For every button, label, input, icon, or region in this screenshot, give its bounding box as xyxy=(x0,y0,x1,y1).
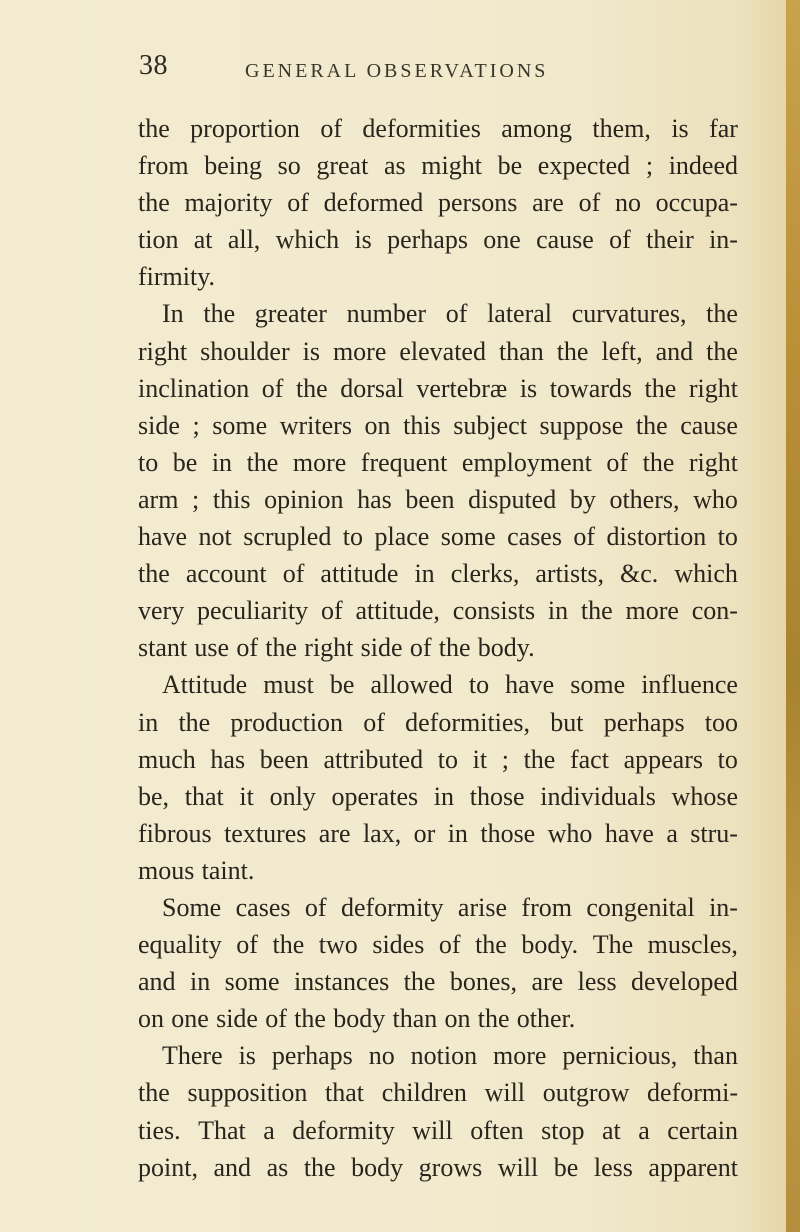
word: than xyxy=(392,1004,438,1034)
word: which xyxy=(674,559,738,589)
word: a xyxy=(638,1115,650,1145)
text-line xyxy=(138,1000,738,1037)
word: is xyxy=(671,114,689,143)
word: suppose xyxy=(539,410,624,440)
word: more xyxy=(493,1041,547,1071)
word: will xyxy=(412,1115,453,1145)
word: of xyxy=(320,114,343,143)
word: being xyxy=(204,151,262,181)
word: deformities, xyxy=(405,707,531,737)
word: the xyxy=(644,373,677,403)
word: of xyxy=(320,596,343,626)
word: clerks, xyxy=(450,559,520,589)
text-line xyxy=(138,852,738,889)
word: ; xyxy=(192,410,200,440)
word: are xyxy=(318,818,351,848)
word: be xyxy=(172,447,198,477)
word: the xyxy=(706,299,738,329)
word: con- xyxy=(691,596,738,626)
word: so xyxy=(277,151,301,181)
word: and xyxy=(655,336,694,366)
word: the xyxy=(272,930,305,960)
word: on xyxy=(444,1004,471,1034)
word: of xyxy=(409,633,432,663)
word: of xyxy=(265,1004,287,1034)
word: frequent xyxy=(360,447,448,477)
word: the xyxy=(438,633,471,663)
word: of xyxy=(236,633,258,663)
word: them, xyxy=(592,114,651,143)
word: indeed xyxy=(668,151,738,181)
word: in xyxy=(433,781,455,811)
word: arm xyxy=(138,484,179,514)
word: to xyxy=(717,744,738,774)
word: this xyxy=(212,484,251,514)
word: by xyxy=(569,484,596,514)
word: have xyxy=(505,670,555,700)
word: pernicious, xyxy=(562,1041,678,1071)
word: far xyxy=(709,114,738,143)
word: That xyxy=(198,1115,246,1145)
word: stop xyxy=(541,1115,585,1145)
word: been xyxy=(405,484,455,514)
word: has xyxy=(210,744,246,774)
page-number: 38 xyxy=(139,50,168,81)
word: the xyxy=(265,633,298,663)
word: the xyxy=(246,447,279,477)
word: must xyxy=(263,670,314,700)
word: firmity. xyxy=(138,262,216,292)
word: In xyxy=(162,299,184,329)
word: one xyxy=(171,1004,209,1034)
word: to xyxy=(342,522,364,552)
word: at xyxy=(601,1115,621,1145)
word: this xyxy=(403,410,441,440)
word: of xyxy=(287,188,309,218)
text-line xyxy=(138,481,738,518)
text-line xyxy=(138,963,738,1000)
word: of xyxy=(578,188,601,218)
word: more xyxy=(332,336,387,366)
word: have xyxy=(604,818,654,848)
text-line xyxy=(138,666,738,703)
word: those xyxy=(469,781,525,811)
word: grows xyxy=(418,1152,483,1182)
word: use xyxy=(194,633,230,663)
word: great xyxy=(316,151,369,181)
word: some xyxy=(224,967,280,997)
word: in xyxy=(447,818,468,848)
text-line xyxy=(138,221,738,258)
word: cause xyxy=(680,410,738,440)
word: other. xyxy=(516,1004,576,1034)
word: individuals xyxy=(540,781,656,811)
word: deformity xyxy=(292,1115,395,1145)
word: There xyxy=(162,1041,223,1071)
running-head: GENERAL OBSERVATIONS xyxy=(245,60,549,82)
text-line xyxy=(138,815,738,852)
word: point, xyxy=(138,1152,198,1182)
word: fibrous xyxy=(138,818,212,848)
word: often xyxy=(470,1115,524,1145)
word: but xyxy=(550,707,584,737)
word: shoulder xyxy=(200,336,290,366)
word: side xyxy=(360,633,403,663)
word: from xyxy=(521,892,572,922)
word: be xyxy=(497,151,523,181)
word: notion xyxy=(410,1041,478,1071)
text-line xyxy=(138,889,738,926)
word: lax, xyxy=(362,818,402,848)
text-line xyxy=(138,778,738,815)
word: fact xyxy=(569,744,609,774)
text-line xyxy=(138,926,738,963)
word: left, xyxy=(601,336,643,366)
word: some xyxy=(440,522,496,552)
word: arise xyxy=(457,892,508,922)
word: lateral xyxy=(487,299,553,329)
word: the xyxy=(635,410,668,440)
word: cases xyxy=(235,892,291,922)
word: children xyxy=(381,1078,467,1108)
word: might xyxy=(421,151,482,181)
page-edge-gutter xyxy=(786,0,800,1232)
word: right xyxy=(304,633,354,663)
word: of xyxy=(261,373,284,403)
word: those xyxy=(480,818,536,848)
word: are xyxy=(532,188,564,218)
word: of xyxy=(304,892,327,922)
word: will xyxy=(497,1152,539,1182)
text-line xyxy=(138,1074,738,1111)
word: disputed xyxy=(468,484,557,514)
word: the xyxy=(138,114,170,143)
word: more xyxy=(292,447,347,477)
word: to xyxy=(138,447,159,477)
word: less xyxy=(593,1152,633,1182)
word: developed xyxy=(631,967,738,997)
word: it xyxy=(472,744,488,774)
word: among xyxy=(501,114,573,143)
text-line xyxy=(138,184,738,221)
word: the xyxy=(178,707,211,737)
word: ; xyxy=(501,744,509,774)
word: textures xyxy=(224,818,307,848)
word: place xyxy=(374,522,430,552)
word: too xyxy=(704,707,738,737)
word: is xyxy=(302,336,320,366)
word: the xyxy=(403,967,436,997)
word: are xyxy=(531,967,564,997)
word: attitude, xyxy=(355,596,440,626)
word: more xyxy=(625,596,679,626)
text-line xyxy=(138,629,738,666)
text-line xyxy=(138,704,738,741)
text-line xyxy=(138,1112,738,1149)
word: than xyxy=(693,1041,738,1071)
word: majority xyxy=(184,188,273,218)
word: towards xyxy=(549,373,633,403)
word: right xyxy=(688,447,738,477)
text-line xyxy=(138,333,738,370)
word: the xyxy=(138,1078,170,1108)
word: attitude xyxy=(320,559,399,589)
word: Attitude xyxy=(162,670,248,700)
word: congenital xyxy=(586,892,695,922)
word: opinion xyxy=(264,484,344,514)
text-line xyxy=(138,407,738,444)
word: the xyxy=(138,559,170,589)
word: right xyxy=(688,373,738,403)
text-line xyxy=(138,518,738,555)
word: in- xyxy=(709,225,738,255)
word: persons xyxy=(437,188,518,218)
word: subject xyxy=(453,410,527,440)
word: proportion xyxy=(190,114,300,143)
word: cause xyxy=(536,225,594,255)
word: distortion xyxy=(606,522,707,552)
word: body xyxy=(333,1004,386,1034)
word: much xyxy=(138,744,196,774)
word: writers xyxy=(279,410,352,440)
word: The xyxy=(592,930,634,960)
word: of xyxy=(282,559,305,589)
word: been xyxy=(259,744,309,774)
word: that xyxy=(184,781,224,811)
word: will xyxy=(484,1078,526,1108)
word: cases xyxy=(507,522,562,552)
text-line xyxy=(138,110,738,147)
word: ties. xyxy=(138,1115,181,1145)
word: no xyxy=(614,188,641,218)
word: some xyxy=(570,670,626,700)
word: inclination xyxy=(138,373,250,403)
word: is xyxy=(238,1041,256,1071)
word: not xyxy=(198,522,232,552)
word: it xyxy=(239,781,254,811)
word: production xyxy=(230,707,344,737)
text-line xyxy=(138,370,738,407)
word: side xyxy=(216,1004,258,1034)
word: of xyxy=(363,707,385,737)
word: to xyxy=(717,522,738,552)
word: in xyxy=(547,596,569,626)
word: &c. xyxy=(620,559,659,589)
word: to xyxy=(437,744,458,774)
word: equality xyxy=(138,930,222,960)
word: a xyxy=(263,1115,275,1145)
word: from xyxy=(138,151,189,181)
word: have xyxy=(138,522,188,552)
word: some xyxy=(212,410,268,440)
word: muscles, xyxy=(647,930,738,960)
word: the xyxy=(475,930,507,960)
text-line xyxy=(138,1037,738,1074)
word: the xyxy=(642,447,675,477)
word: to xyxy=(468,670,490,700)
word: others, xyxy=(609,484,680,514)
word: the xyxy=(706,336,738,366)
word: instances xyxy=(293,967,390,997)
word: the xyxy=(138,188,170,218)
text-line xyxy=(138,258,738,295)
word: the xyxy=(203,299,236,329)
word: as xyxy=(266,1152,289,1182)
word: as xyxy=(383,151,406,181)
word: less xyxy=(577,967,617,997)
word: allowed xyxy=(370,670,453,700)
word: which xyxy=(275,225,340,255)
word: the xyxy=(303,1152,336,1182)
word: ; xyxy=(192,484,200,514)
word: on xyxy=(138,1004,164,1034)
word: of xyxy=(606,447,629,477)
word: who xyxy=(547,818,593,848)
word: in xyxy=(138,707,159,737)
word: a xyxy=(666,818,678,848)
word: bones, xyxy=(449,967,518,997)
word: all, xyxy=(227,225,261,255)
word: mous xyxy=(138,855,195,885)
word: deformity xyxy=(340,892,444,922)
text-line xyxy=(138,147,738,184)
word: deformi- xyxy=(647,1078,738,1108)
word: deformed xyxy=(323,188,424,218)
word: perhaps xyxy=(271,1041,353,1071)
word: in xyxy=(211,447,233,477)
word: occupa- xyxy=(655,188,738,218)
word: expected xyxy=(537,151,631,181)
word: perhaps xyxy=(387,225,468,255)
word: their xyxy=(646,225,694,255)
word: account xyxy=(185,559,267,589)
word: body. xyxy=(521,930,579,960)
word: only xyxy=(269,781,316,811)
word: influence xyxy=(641,670,738,700)
word: at xyxy=(193,225,213,255)
word: scrupled xyxy=(243,522,332,552)
word: appears xyxy=(623,744,703,774)
word: perhaps xyxy=(603,707,685,737)
word: right xyxy=(138,336,188,366)
word: stru- xyxy=(690,818,738,848)
word: elevated xyxy=(399,336,486,366)
word: of xyxy=(609,225,631,255)
word: body. xyxy=(477,633,535,663)
word: very xyxy=(138,596,185,626)
word: in xyxy=(414,559,435,589)
word: who xyxy=(693,484,738,514)
word: outgrow xyxy=(542,1078,630,1108)
word: peculiarity xyxy=(197,596,309,626)
word: dorsal xyxy=(340,373,404,403)
word: the xyxy=(523,744,556,774)
word: in xyxy=(189,967,211,997)
word: of xyxy=(236,930,258,960)
word: the xyxy=(295,373,328,403)
word: and xyxy=(138,967,176,997)
word: or xyxy=(413,818,436,848)
text-line xyxy=(138,555,738,592)
word: be, xyxy=(138,781,170,811)
word: the xyxy=(580,596,613,626)
word: in- xyxy=(709,892,738,922)
word: sides xyxy=(372,930,425,960)
word: of xyxy=(445,299,468,329)
word: artists, xyxy=(535,559,604,589)
word: than xyxy=(498,336,544,366)
word: no xyxy=(368,1041,395,1071)
word: body xyxy=(351,1152,404,1182)
text-line xyxy=(138,295,738,332)
word: two xyxy=(318,930,358,960)
word: of xyxy=(438,930,461,960)
text-line xyxy=(138,741,738,778)
word: be xyxy=(553,1152,579,1182)
word: taint. xyxy=(201,855,255,885)
word: supposition xyxy=(187,1078,308,1108)
word: employment xyxy=(461,447,592,477)
word: the xyxy=(294,1004,326,1034)
word: attributed xyxy=(323,744,424,774)
word: is xyxy=(519,373,538,403)
word: certain xyxy=(667,1115,738,1145)
word: greater xyxy=(254,299,327,329)
word: ; xyxy=(645,151,654,181)
word: tion xyxy=(138,225,179,255)
word: that xyxy=(325,1078,365,1108)
body-text xyxy=(138,110,738,1186)
word: operates xyxy=(331,781,419,811)
word: the xyxy=(556,336,589,366)
word: vertebræ xyxy=(416,373,508,403)
word: on xyxy=(364,410,391,440)
word: the xyxy=(477,1004,510,1034)
text-line xyxy=(138,444,738,481)
word: and xyxy=(213,1152,252,1182)
word: one xyxy=(483,225,521,255)
word: consists xyxy=(452,596,536,626)
word: is xyxy=(354,225,372,255)
word: Some xyxy=(162,892,222,922)
word: curvatures, xyxy=(571,299,687,329)
word: deformities xyxy=(362,114,481,143)
text-line xyxy=(138,592,738,629)
word: has xyxy=(357,484,392,514)
word: whose xyxy=(671,781,738,811)
word: stant xyxy=(138,633,188,663)
word: side xyxy=(138,410,180,440)
word: of xyxy=(573,522,596,552)
word: apparent xyxy=(648,1152,738,1182)
word: be xyxy=(329,670,355,700)
text-line xyxy=(138,1149,738,1186)
word: number xyxy=(346,299,427,329)
